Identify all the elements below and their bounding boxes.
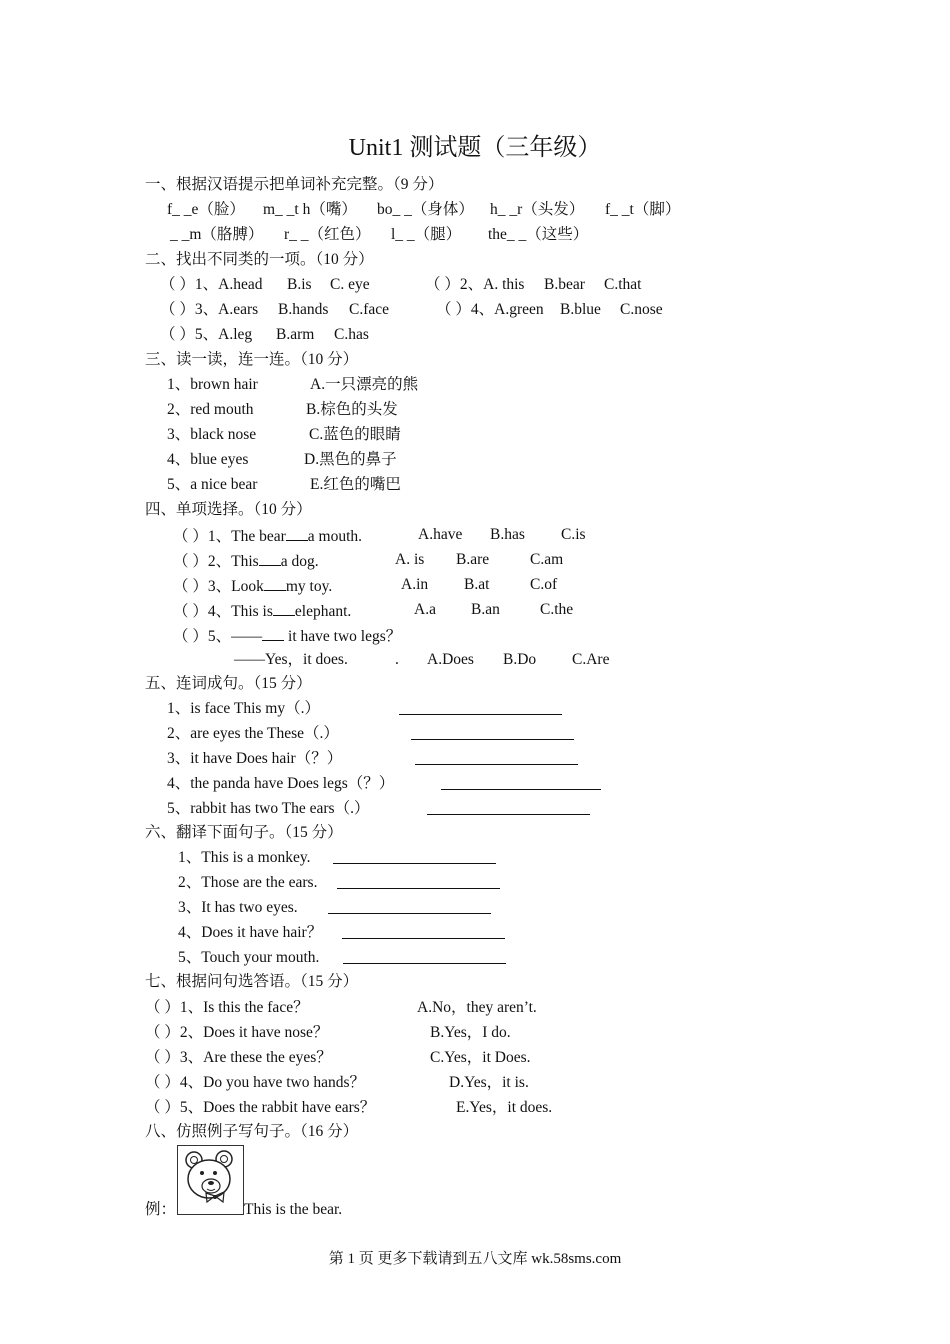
s6-answer-line[interactable] bbox=[343, 949, 506, 964]
s2-option: C.has bbox=[334, 326, 369, 343]
s4-option: A.a bbox=[414, 601, 436, 618]
s4-option: C.Are bbox=[572, 651, 610, 668]
s4-answer-line: ——Yes，it does. bbox=[234, 651, 348, 668]
s4-option: B.has bbox=[490, 526, 525, 543]
s7-question: （ ）4、Do you have two hands？ bbox=[145, 1074, 365, 1091]
s2-option: C. eye bbox=[330, 276, 370, 293]
s4-option: A.Does bbox=[427, 651, 474, 668]
s4-question: （ ）2、This a dog. bbox=[173, 553, 319, 570]
s4-option: B.are bbox=[456, 551, 490, 568]
s6-question: 1、This is a monkey. bbox=[178, 849, 311, 866]
s3-right-item: D.黑色的鼻子 bbox=[304, 451, 397, 468]
s2-option: C.face bbox=[349, 301, 390, 318]
bear-icon bbox=[178, 1146, 243, 1214]
s2-question: （ ）4、A.green bbox=[436, 301, 544, 318]
s3-right-item: C.蓝色的眼睛 bbox=[309, 426, 401, 443]
s5-answer-line[interactable] bbox=[411, 725, 574, 740]
s1-item: _ _m（胳膊） bbox=[170, 226, 264, 243]
s5-answer-line[interactable] bbox=[399, 700, 562, 715]
s2-question: （ ）2、A. this bbox=[425, 276, 525, 293]
section-6-heading: 六、翻译下面句子。（15 分） bbox=[145, 824, 343, 841]
s4-question: （ ）5、—— it have two legs？ bbox=[173, 628, 402, 645]
s6-question: 3、It has two eyes. bbox=[178, 899, 298, 916]
s5-question: 2、are eyes the These（.） bbox=[167, 725, 339, 742]
example-label: 例： bbox=[145, 1201, 177, 1218]
s2-option: B.hands bbox=[278, 301, 329, 318]
s2-option: B.arm bbox=[276, 326, 315, 343]
s1-item: h_ _r（头发） bbox=[490, 201, 585, 218]
page-footer: 第 1 页 更多下载请到五八文库 wk.58sms.com bbox=[328, 1251, 622, 1267]
bear-image bbox=[177, 1145, 244, 1215]
s4-option: C.the bbox=[540, 601, 574, 618]
s7-question: （ ）3、Are these the eyes？ bbox=[145, 1049, 332, 1066]
s6-answer-line[interactable] bbox=[342, 924, 505, 939]
s3-left-item: 3、black nose bbox=[167, 426, 257, 443]
s5-question: 1、is face This my（.） bbox=[167, 700, 320, 717]
s4-option: A.have bbox=[418, 526, 463, 543]
s4-option: A. is bbox=[395, 551, 425, 568]
s7-answer: A.No，they aren’t. bbox=[417, 999, 537, 1016]
section-8-heading: 八、仿照例子写句子。（16 分） bbox=[145, 1123, 359, 1140]
s5-question: 4、the panda have Does legs（？） bbox=[167, 775, 395, 792]
s6-answer-line[interactable] bbox=[333, 849, 496, 864]
s4-option: C.of bbox=[530, 576, 558, 593]
s2-question: （ ）1、A.head bbox=[160, 276, 263, 293]
s2-question: （ ）5、A.leg bbox=[160, 326, 253, 343]
s1-item: f_ _e（脸） bbox=[167, 201, 245, 218]
s3-left-item: 1、brown hair bbox=[167, 376, 258, 393]
s4-option: B.at bbox=[464, 576, 490, 593]
s1-item: l_ _（腿） bbox=[391, 226, 462, 243]
s4-option: A.in bbox=[401, 576, 429, 593]
s3-right-item: B.棕色的头发 bbox=[306, 401, 398, 418]
example-sentence: This is the bear. bbox=[244, 1201, 343, 1218]
s6-question: 5、Touch your mouth. bbox=[178, 949, 320, 966]
s5-answer-line[interactable] bbox=[427, 800, 590, 815]
s2-option: C.that bbox=[604, 276, 642, 293]
s4-question: （ ）4、This is elephant. bbox=[173, 603, 352, 620]
s1-item: f_ _t（脚） bbox=[605, 201, 681, 218]
s4-dot: . bbox=[395, 651, 399, 668]
s5-question: 3、it have Does hair（？） bbox=[167, 750, 343, 767]
s7-question: （ ）1、Is this the face？ bbox=[145, 999, 309, 1016]
section-4-heading: 四、单项选择。（10 分） bbox=[145, 501, 312, 518]
s2-option: B.bear bbox=[544, 276, 585, 293]
s6-answer-line[interactable] bbox=[328, 899, 491, 914]
s2-option: C.nose bbox=[620, 301, 663, 318]
s6-answer-line[interactable] bbox=[337, 874, 500, 889]
s6-question: 4、Does it have hair？ bbox=[178, 924, 323, 941]
s3-left-item: 5、a nice bear bbox=[167, 476, 258, 493]
section-2-heading: 二、找出不同类的一项。（10 分） bbox=[145, 251, 374, 268]
s4-option: B.an bbox=[471, 601, 500, 618]
s1-item: m_ _t h（嘴） bbox=[263, 201, 357, 218]
s4-option: C.is bbox=[561, 526, 586, 543]
s4-option: C.am bbox=[530, 551, 564, 568]
s5-answer-line[interactable] bbox=[415, 750, 578, 765]
s1-item: r_ _（红色） bbox=[284, 226, 371, 243]
s7-question: （ ）2、Does it have nose？ bbox=[145, 1024, 329, 1041]
s7-question: （ ）5、Does the rabbit have ears？ bbox=[145, 1099, 376, 1116]
s7-answer: D.Yes，it is. bbox=[449, 1074, 529, 1091]
section-1-heading: 一、根据汉语提示把单词补充完整。（9 分） bbox=[145, 176, 444, 193]
s4-option: B.Do bbox=[503, 651, 537, 668]
s1-item: the_ _（这些） bbox=[488, 226, 589, 243]
s7-answer: E.Yes，it does. bbox=[456, 1099, 553, 1116]
s3-left-item: 2、red mouth bbox=[167, 401, 254, 418]
s3-right-item: A.一只漂亮的熊 bbox=[310, 376, 419, 393]
section-3-heading: 三、读一读，连一连。（10 分） bbox=[145, 351, 359, 368]
section-7-heading: 七、根据问句选答语。（15 分） bbox=[145, 973, 359, 990]
section-5-heading: 五、连词成句。（15 分） bbox=[145, 675, 312, 692]
s2-option: B.is bbox=[287, 276, 312, 293]
s7-answer: C.Yes，it Does. bbox=[430, 1049, 531, 1066]
s7-answer: B.Yes，I do. bbox=[430, 1024, 511, 1041]
s5-answer-line[interactable] bbox=[441, 775, 601, 790]
s3-right-item: E.红色的嘴巴 bbox=[310, 476, 401, 493]
s1-item: bo_ _（身体） bbox=[377, 201, 474, 218]
s2-question: （ ）3、A.ears bbox=[160, 301, 259, 318]
s6-question: 2、Those are the ears. bbox=[178, 874, 318, 891]
s4-question: （ ）3、Look my toy. bbox=[173, 578, 333, 595]
s3-left-item: 4、blue eyes bbox=[167, 451, 249, 468]
page-title: Unit1 测试题（三年级） bbox=[348, 135, 602, 161]
s4-question: （ ）1、The bear a mouth. bbox=[173, 528, 363, 545]
s2-option: B.blue bbox=[560, 301, 601, 318]
s5-question: 5、rabbit has two The ears（.） bbox=[167, 800, 370, 817]
